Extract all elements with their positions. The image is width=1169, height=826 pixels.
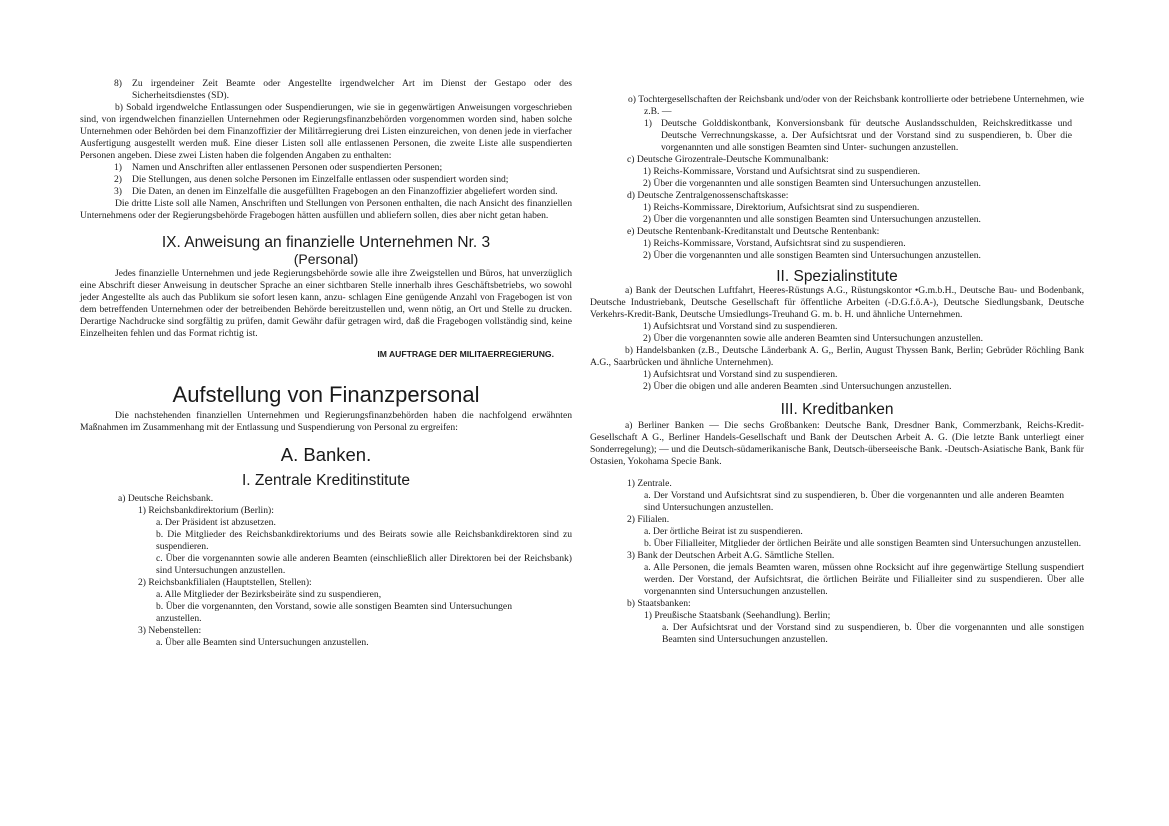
list-number: 2) bbox=[114, 174, 122, 185]
heading-ii: II. Spezialinstitute bbox=[776, 268, 898, 285]
item-bank-arbeit-a: a. Alle Personen, die jemals Beamten waren, müssen ohne Rocksicht auf ihre gegenwärtige Stellung suspendiert werden. Der Vorstand, der Aufsichtsrat, die örtlichen Beiräte und Filialleiter sind zu suspendieren. Über alle vorgenannten sind Untersuchungen anzustellen. bbox=[644, 562, 1084, 597]
item-zentrale: 1) Zentrale. bbox=[627, 478, 672, 489]
reichsbank-section bbox=[80, 493, 572, 649]
item-a3a: a. Über alle Beamten sind Untersuchungen anzustellen. bbox=[156, 637, 369, 648]
item-zentrale-a: a. Der Vorstand und Aufsichtsrat sind zu suspendieren, b. Über die vorgenannten und alle anderen Beamten sind Untersuchungen anzustellen. bbox=[644, 490, 1064, 513]
intro-paragraph: Die nachstehenden finanziellen Unternehmen und Regierungsfinanzbehörden haben die nachfolgend erwähnten Maßnahmen im Zusammenhang mit der Entlassung und Suspendierung von Personal zu ergreifen: bbox=[80, 410, 572, 433]
list-text: Deutsche Golddiskontbank, Konversionsbank für deutsche Auslandsschulden, Reichskreditkasse und Deutsche Verrechnungskasse, a. Der Aufsichtsrat und der Vorstand sind zu suspendieren, b. Über die vorgenannten und alle sonstigen Beamten sind Unter- suchungen anzustellen. bbox=[661, 118, 1072, 153]
item-a2a: a. Alle Mitglieder der Bezirksbeiräte sind zu suspendieren, bbox=[156, 589, 382, 600]
item-preussische: 1) Preußische Staatsbank (Seehandlung). Berlin; bbox=[644, 610, 831, 621]
left-column bbox=[80, 78, 572, 649]
item-d2: 2) Über die vorgenannten und alle sonstigen Beamten sind Untersuchungen anzustellen. bbox=[643, 214, 981, 225]
paragraph-berliner-banken: a) Berliner Banken — Die sechs Großbanken: Deutsche Bank, Dresdner Bank, Commerzbank, Reichs-Kredit-Gesellschaft A G., Berliner Handels-Gesellschaft und Bank der Deutschen Arbeit A. G. (Die letzte Bank unterliegt einer Sonderregelung); — und die Deutsch-südamerikanische Bank, Deutsch-überseeische Bank. -Deutsch-Asiatische Bank, Bank für Ostasien, Yokohama Specie Bank. bbox=[590, 420, 1084, 467]
item-d1: 1) Reichs-Kommissare, Direktorium, Aufsichtsrat sind zu suspendieren. bbox=[643, 202, 920, 213]
item-preussische-a: a. Der Aufsichtsrat und der Vorstand sind zu suspendieren, b. Über die vorgenannten und alle sonstigen Beamten sind Untersuchungen anzustellen. bbox=[662, 622, 1084, 645]
list-item-1 bbox=[80, 162, 572, 174]
signature-line: IM AUFTRAGE DER MILITAERREGIERUNG. bbox=[377, 349, 554, 359]
list-item-3 bbox=[80, 186, 572, 198]
paragraph-spezial-b: b) Handelsbanken (z.B., Deutsche Länderbank A. G,, Berlin, August Thyssen Bank, Berlin; Gebrüder Röchling Bank A.G., Saarbrücken und ähnliche Unternehmen). bbox=[590, 345, 1084, 368]
item-pb1: 1) Aufsichtsrat und Vorstand sind zu suspendieren. bbox=[643, 369, 838, 380]
item-filialen: 2) Filialen. bbox=[627, 514, 670, 525]
item-staatsbanken: b) Staatsbanken: bbox=[627, 598, 691, 609]
item-d: d) Deutsche Zentralgenossenschaftskasse: bbox=[627, 190, 789, 201]
list-text: Die Daten, an denen im Einzelfalle die ausgefüllten Fragebogen an den Finanzoffizier abgeliefert worden sind. bbox=[132, 186, 558, 197]
heading-iii: III. Kreditbanken bbox=[780, 401, 894, 418]
item-filialen-a: a. Der örtliche Beirat ist zu suspendieren. bbox=[644, 526, 803, 537]
item-filialen-b: b. Über Filialleiter, Mitglieder der örtlichen Beiräte und alle sonstigen Beamten sind Untersuchungen anzustellen. bbox=[644, 538, 1082, 549]
heading-ix: IX. Anweisung an finanzielle Unternehmen Nr. 3 bbox=[161, 234, 491, 251]
item-pb2: 2) Über die obigen und alle anderen Beamten .sind Untersuchungen anzustellen. bbox=[643, 381, 952, 392]
list-number: 3) bbox=[114, 186, 122, 197]
item-a2: 2) Reichsbankfilialen (Hauptstellen, Stellen): bbox=[138, 577, 312, 588]
right-column bbox=[590, 94, 1084, 646]
list-number: 1) bbox=[644, 118, 652, 129]
item-a1: 1) Reichsbankdirektorium (Berlin): bbox=[138, 505, 274, 516]
item-o: o) Tochtergesellschaften der Reichsbank und/oder von der Reichsbank kontrollierte oder betriebene Unternehmen, wie z.B. — bbox=[628, 94, 1084, 117]
item-a1b: b. Die Mitglieder des Reichsbankdirektoriums und des Beirats sowie alle Reichsbankdirektoren sind zu suspendieren. bbox=[156, 529, 572, 552]
paragraph-spezial-a: a) Bank der Deutschen Luftfahrt, Heeres-Rüstungs A.G., Rüstungskontor •G.m.b.H., Deutsche Bau- und Bodenbank, Deutsche Industriebank, Deutsche Gesellschaft für öffentliche Arbeiten (-D.G.f.ö.A-), Deutsche Siedlungsbank, Deutsche Verkehrs-Kredit-Bank, Deutsche Umsiedlungs-Treuhand G. m. b. H. und ähnliche Unternehmen. bbox=[590, 285, 1084, 320]
list-text: Zu irgendeiner Zeit Beamte oder Angestellte irgendwelcher Art im Dienst der Gestapo oder des Sicherheitsdienstes (SD). bbox=[132, 78, 572, 101]
list-number: 1) bbox=[114, 162, 122, 173]
item-pa1: 1) Aufsichtsrat und Vorstand sind zu suspendieren. bbox=[643, 321, 838, 332]
paragraph-b: b) Sobald irgendwelche Entlassungen oder Suspendierungen, wie sie in gegenwärtigen Anweisungen vorgeschrieben sind, von irgendwelchen finanziellen Unternehmen oder Regierungsfinanzbehörden vorgenommen worden sind, haben solche Unternehmen oder Behörden bei dem Finanzoffizier der Militärregierung drei Listen einzureichen, von denen jede in vierfacher Ausfertigung ausgestellt werden muß. Eine dieser Listen soll alle entlassenen Personen, die zweite Liste alle suspendierten Personen angeben. Diese zwei Listen haben die folgenden Angaben zu enthalten: bbox=[80, 102, 572, 161]
paragraph-ix: Jedes finanzielle Unternehmen und jede Regierungsbehörde sowie alle ihre Zweigstellen und Büros, hat unverzüglich eine Abschrift dieser Anweisung in deutscher Sprache an einer sichtbaren Stelle innerhalb ihres Geschäftsbetriebs, wo sowohl jeder Angestellte als auch das Publikum sie sofort lesen kann, anzu- schlagen Eine genügende Anzahl von Fragebogen ist von dem betreffenden Unternehmen oder der betreibenden Behörde bereitzustellen und, wenn nötig, an Ort und Stelle zu drucken. Derartige Nachdrucke sind sorgfältig zu prüfen, damit Gewähr dafür getragen wird, daß die Fragebogen vollständig sind, keine Einzelheiten fehlen und das Format richtig ist. bbox=[80, 268, 572, 339]
list-text: Die Stellungen, aus denen solche Personen im Einzelfalle entlassen oder suspendiert worden sind; bbox=[132, 174, 509, 185]
item-o1 bbox=[590, 118, 1084, 154]
item-bank-arbeit: 3) Bank der Deutschen Arbeit A.G. Sämtliche Stellen. bbox=[627, 550, 835, 561]
item-a2b: b. Über die vorgenannten, den Vorstand, sowie alle sonstigen Beamten sind Untersuchungen anzustellen. bbox=[156, 601, 512, 624]
list-number: 8) bbox=[114, 78, 122, 89]
item-c: c) Deutsche Girozentrale-Deutsche Kommunalbank: bbox=[627, 154, 829, 165]
heading-i-zentrale: I. Zentrale Kreditinstitute bbox=[242, 472, 410, 489]
list-text: Namen und Anschriften aller entlassenen Personen oder suspendierten Personen; bbox=[132, 162, 443, 173]
item-e1: 1) Reichs-Kommissare, Vorstand, Aufsichtsrat sind zu suspendieren. bbox=[643, 238, 906, 249]
item-a3: 3) Nebenstellen: bbox=[138, 625, 202, 636]
heading-a-banken: A. Banken. bbox=[280, 444, 372, 465]
paragraph-third-list: Die dritte Liste soll alle Namen, Anschriften und Stellungen von Personen enthalten, die nach Ansicht des finanziellen Unternehmens oder der Regierungsbehörde Fragebogen hätten ausfüllen und abliefern sollen, dies aber nicht getan haben. bbox=[80, 198, 572, 221]
item-a1a: a. Der Präsident ist abzusetzen. bbox=[156, 517, 276, 528]
item-e: e) Deutsche Rentenbank-Kreditanstalt und Deutsche Rentenbank: bbox=[627, 226, 880, 237]
girozentrale-section bbox=[590, 154, 1084, 262]
item-e2: 2) Über die vorgenannten und alle sonstigen Beamten sind Untersuchungen anzustellen. bbox=[643, 250, 981, 261]
item-a1c: c. Über die vorgenannten sowie alle anderen Beamten (einschließlich aller Direktoren bei der Reichsbank) sind Untersuchungen anzustellen. bbox=[156, 553, 572, 576]
list-item-2 bbox=[80, 174, 572, 186]
kreditbanken-list bbox=[590, 478, 1084, 646]
heading-ix-subtitle: (Personal) bbox=[293, 251, 359, 267]
item-pa2: 2) Über die vorgenannten sowie alle anderen Beamten sind Untersuchungen anzustellen. bbox=[643, 333, 984, 344]
document-title: Aufstellung von Finanzpersonal bbox=[172, 382, 480, 407]
list-item-8 bbox=[80, 78, 572, 102]
item-c1: 1) Reichs-Kommissare, Vorstand und Aufsichtsrat sind zu suspendieren. bbox=[643, 166, 921, 177]
item-a-reichsbank: a) Deutsche Reichsbank. bbox=[118, 493, 214, 504]
item-c2: 2) Über die vorgenannten und alle sonstigen Beamten sind Untersuchungen anzustellen. bbox=[643, 178, 981, 189]
